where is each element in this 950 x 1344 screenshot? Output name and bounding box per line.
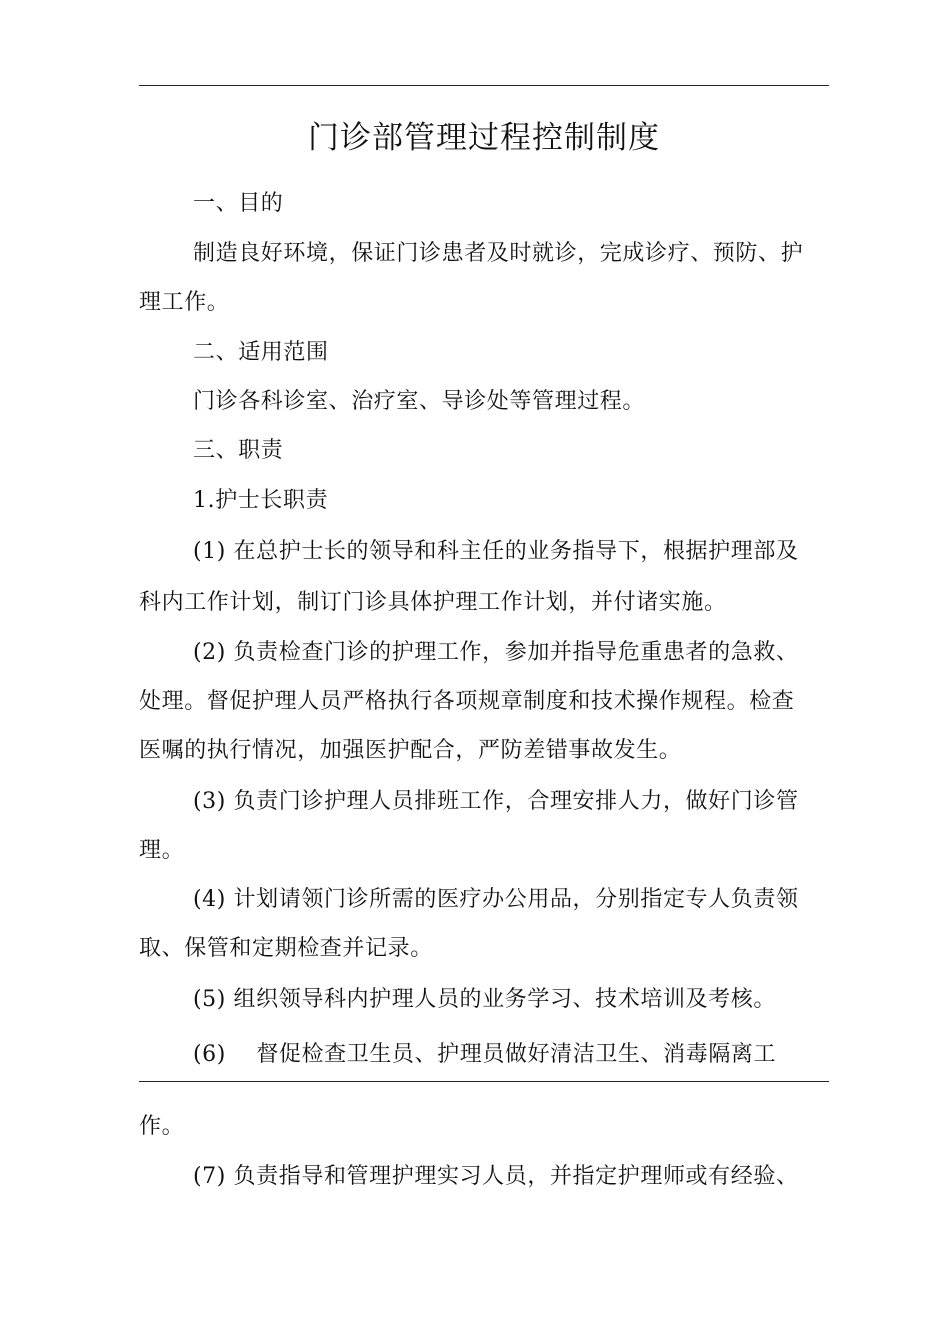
section-heading-purpose: 一、目的 [193,191,284,216]
paragraph-line: (4) 计划请领门诊所需的医疗办公用品，分别指定专人负责领 [193,887,799,912]
paragraph-line: (7) 负责指导和管理护理实习人员，并指定护理师或有经验、 [193,1164,799,1189]
paragraph-line: 理。 [139,838,185,863]
paragraph-line: (2) 负责检查门诊的护理工作，参加并指导危重患者的急救、 [193,640,799,665]
paragraph-line: 理工作。 [139,290,230,315]
paragraph-line: (5) 组织领导科内护理人员的业务学习、技术培训及考核。 [193,987,776,1012]
section-heading-scope: 二、适用范围 [193,340,329,365]
subsection-heading: 1.护士长职责 [193,488,329,513]
paragraph-line: 医嘱的执行情况，加强医护配合，严防差错事故发生。 [139,738,682,763]
paragraph-line: 制造良好环境，保证门诊患者及时就诊，完成诊疗、预防、护 [193,241,804,266]
paragraph-line: 作。 [139,1114,185,1139]
paragraph-line: (1) 在总护士长的领导和科主任的业务指导下，根据护理部及 [193,539,799,564]
paragraph-line: (3) 负责门诊护理人员排班工作，合理安排人力，做好门诊管 [193,789,799,814]
paragraph-line: 门诊各科诊室、治疗室、导诊处等管理过程。 [193,389,646,414]
document-title: 门诊部管理过程控制制度 [308,120,660,156]
header-rule [139,85,829,86]
page-break-rule [139,1081,829,1082]
section-heading-duties: 三、职责 [193,438,284,463]
paragraph-line: (6) 督促检查卫生员、护理员做好清洁卫生、消毒隔离工 [193,1042,777,1067]
paragraph-line: 取、保管和定期检查并记录。 [139,936,433,961]
paragraph-line: 处理。督促护理人员严格执行各项规章制度和技术操作规程。检查 [139,689,795,714]
paragraph-line: 科内工作计划，制订门诊具体护理工作计划，并付诸实施。 [139,590,727,615]
